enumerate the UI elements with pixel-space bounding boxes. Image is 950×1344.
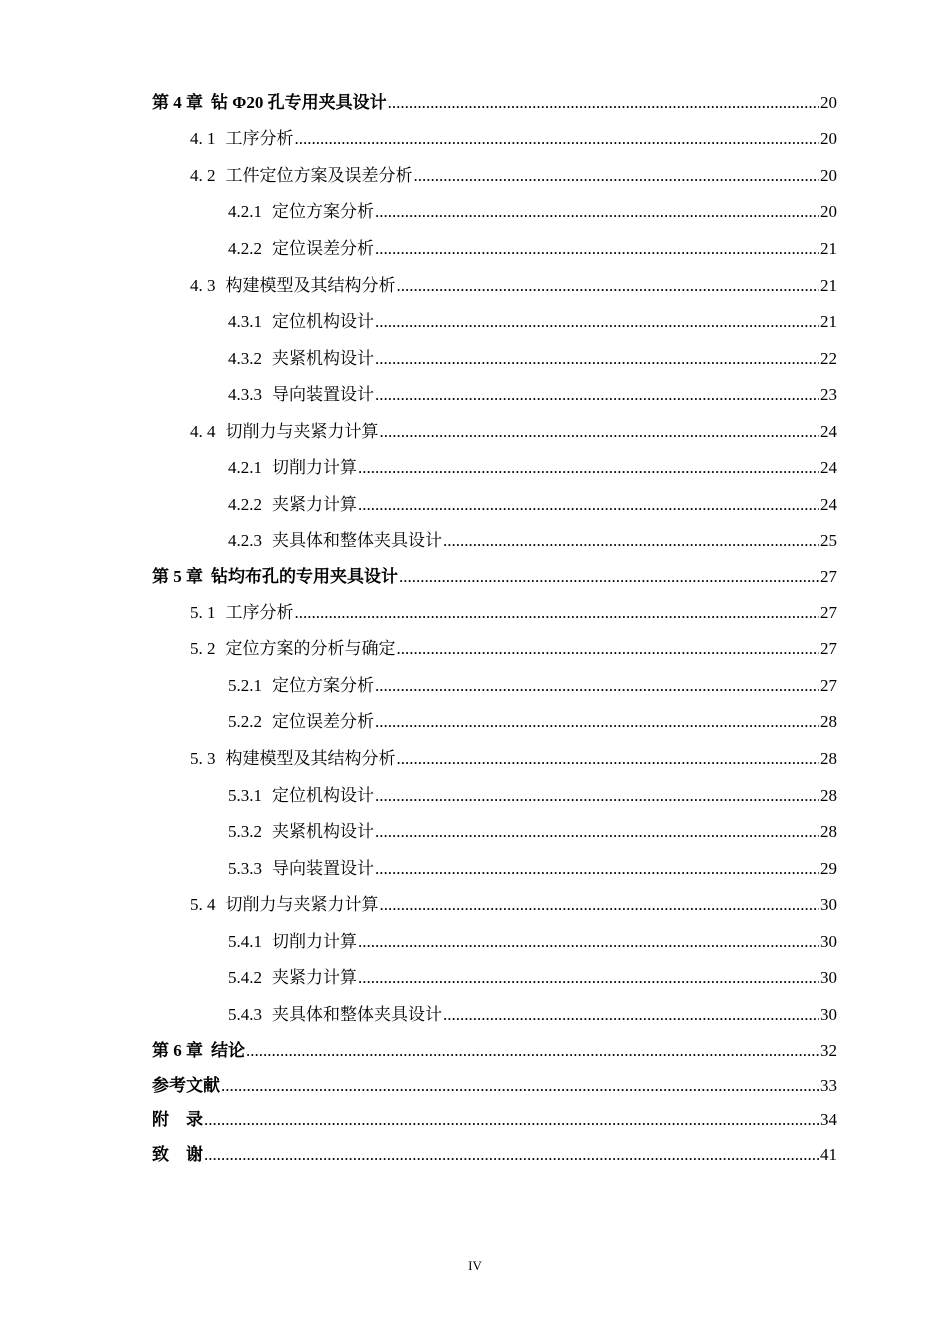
toc-entry-number: 4.2.2 xyxy=(228,495,262,514)
dot-leader xyxy=(221,1074,819,1098)
toc-entry-page: 21 xyxy=(820,312,837,331)
toc-entry-title: 定位机构设计 xyxy=(272,312,374,331)
toc-entry-title: 夹紧力计算 xyxy=(272,968,357,987)
toc-entry[interactable] xyxy=(0,237,950,261)
toc-entry-title: 定位误差分析 xyxy=(272,239,374,258)
toc-entry-page: 27 xyxy=(820,676,837,695)
toc-entry-title: 附 录 xyxy=(152,1110,203,1129)
toc-entry-page: 28 xyxy=(820,712,837,731)
dot-leader xyxy=(358,966,819,990)
toc-entry[interactable] xyxy=(0,820,950,844)
toc-entry-page: 30 xyxy=(820,932,837,951)
toc-entry-title: 定位误差分析 xyxy=(272,712,374,731)
dot-leader xyxy=(414,164,820,188)
toc-entry[interactable] xyxy=(0,529,950,553)
toc-entry-number: 4.2.3 xyxy=(228,531,262,550)
toc-entry[interactable] xyxy=(0,1074,950,1098)
toc-entry-page: 21 xyxy=(820,239,837,258)
toc-entry-title: 夹具体和整体夹具设计 xyxy=(272,531,442,550)
toc-entry[interactable] xyxy=(0,1108,950,1132)
toc-entry-title: 夹紧机构设计 xyxy=(272,822,374,841)
dot-leader xyxy=(204,1143,819,1167)
dot-leader xyxy=(397,747,820,771)
toc-entry-page: 20 xyxy=(820,129,837,148)
dot-leader xyxy=(388,91,819,115)
page-number: IV xyxy=(468,1258,482,1273)
toc-entry-page: 24 xyxy=(820,495,837,514)
toc-entry-title: 定位方案的分析与确定 xyxy=(225,639,396,658)
dot-leader xyxy=(375,784,819,808)
toc-entry[interactable] xyxy=(0,1143,950,1167)
toc-entry-title: 定位方案分析 xyxy=(272,676,374,695)
toc-entry-number: 5.2.2 xyxy=(228,712,262,731)
toc-entry-title: 切削力计算 xyxy=(272,458,357,477)
toc-entry-page: 24 xyxy=(820,422,837,441)
toc-entry-number: 5.4.2 xyxy=(228,968,262,987)
toc-entry-page: 27 xyxy=(820,603,837,622)
toc-entry[interactable] xyxy=(0,674,950,698)
toc-entry-title: 构建模型及其结构分析 xyxy=(225,276,396,295)
dot-leader xyxy=(375,200,819,224)
dot-leader xyxy=(375,237,819,261)
toc-entry-page: 32 xyxy=(820,1041,837,1060)
toc-entry-page: 29 xyxy=(820,859,837,878)
toc-entry-page: 21 xyxy=(820,276,837,295)
toc-entry-title: 工序分析 xyxy=(225,603,294,622)
toc-entry-page: 28 xyxy=(820,749,837,768)
toc-entry[interactable] xyxy=(0,127,950,151)
toc-entry-page: 20 xyxy=(820,202,837,221)
toc-entry-title: 切削力与夹紧力计算 xyxy=(225,895,379,914)
toc-entry-number: 5.3.2 xyxy=(228,822,262,841)
toc-entry[interactable] xyxy=(0,91,950,115)
toc-entry[interactable] xyxy=(0,164,950,188)
toc-entry-number: 4. 4 xyxy=(190,422,216,441)
toc-entry[interactable] xyxy=(0,383,950,407)
toc-entry[interactable] xyxy=(0,930,950,954)
toc-entry-title: 导向装置设计 xyxy=(272,385,374,404)
toc-entry-number: 5. 3 xyxy=(190,749,216,768)
toc-entry-number: 5. 4 xyxy=(190,895,216,914)
toc-entry[interactable] xyxy=(0,893,950,917)
dot-leader xyxy=(358,456,819,480)
dot-leader xyxy=(204,1108,819,1132)
dot-leader xyxy=(443,1003,819,1027)
dot-leader xyxy=(295,601,820,625)
toc-entry-number: 4.2.1 xyxy=(228,458,262,477)
toc-entry-page: 28 xyxy=(820,786,837,805)
toc-entry[interactable] xyxy=(0,1039,950,1063)
toc-entry-title: 构建模型及其结构分析 xyxy=(225,749,396,768)
dot-leader xyxy=(375,383,819,407)
toc-entry-page: 27 xyxy=(820,639,837,658)
toc-entry-number: 5.2.1 xyxy=(228,676,262,695)
dot-leader xyxy=(380,893,820,917)
toc-entry-number: 5. 1 xyxy=(190,603,216,622)
toc-entry-number: 4.3.1 xyxy=(228,312,262,331)
toc-entry-number: 4.3.3 xyxy=(228,385,262,404)
dot-leader xyxy=(380,420,820,444)
toc-entry-title: 工件定位方案及误差分析 xyxy=(225,166,413,185)
toc-entry[interactable] xyxy=(0,601,950,625)
toc-entry[interactable] xyxy=(0,274,950,298)
toc-entry-title: 切削力计算 xyxy=(272,932,357,951)
dot-leader xyxy=(246,1039,819,1063)
toc-entry-number: 5. 2 xyxy=(190,639,216,658)
toc-entry-title: 夹紧力计算 xyxy=(272,495,357,514)
toc-entry[interactable] xyxy=(0,1003,950,1027)
toc-entry-page: 30 xyxy=(820,895,837,914)
toc-entry[interactable] xyxy=(0,347,950,371)
toc-entry-page: 20 xyxy=(820,93,837,112)
toc-entry-page: 22 xyxy=(820,349,837,368)
dot-leader xyxy=(375,347,819,371)
dot-leader xyxy=(375,310,819,334)
dot-leader xyxy=(375,857,819,881)
toc-entry[interactable] xyxy=(0,710,950,734)
toc-entry[interactable] xyxy=(0,966,950,990)
dot-leader xyxy=(397,274,820,298)
toc-entry-title: 夹紧机构设计 xyxy=(272,349,374,368)
toc-entry-title: 致 谢 xyxy=(152,1145,203,1164)
toc-entry-page: 24 xyxy=(820,458,837,477)
toc-entry-number: 4. 3 xyxy=(190,276,216,295)
toc-entry-number: 4.3.2 xyxy=(228,349,262,368)
toc-entry-page: 28 xyxy=(820,822,837,841)
toc-entry-number: 5.4.1 xyxy=(228,932,262,951)
toc-entry[interactable] xyxy=(0,310,950,334)
dot-leader xyxy=(375,674,819,698)
toc-entry-title: 导向装置设计 xyxy=(272,859,374,878)
toc-entry-page: 25 xyxy=(820,531,837,550)
dot-leader xyxy=(358,493,819,517)
toc-entry-title: 切削力与夹紧力计算 xyxy=(225,422,379,441)
dot-leader xyxy=(358,930,819,954)
dot-leader xyxy=(295,127,820,151)
toc-entry-title: 夹具体和整体夹具设计 xyxy=(272,1005,442,1024)
toc-entry[interactable] xyxy=(0,747,950,771)
toc-entry-page: 30 xyxy=(820,1005,837,1024)
dot-leader xyxy=(399,565,819,589)
toc-entry-page: 41 xyxy=(820,1145,837,1164)
toc-entry-title: 钻均布孔的专用夹具设计 xyxy=(211,567,398,586)
toc-entry-page: 30 xyxy=(820,968,837,987)
toc-entry[interactable] xyxy=(0,456,950,480)
toc-entry-number: 5.3.3 xyxy=(228,859,262,878)
toc-entry-title: 结论 xyxy=(211,1041,245,1060)
toc-entry-title: 参考文献 xyxy=(152,1076,220,1095)
toc-entry-title: 定位方案分析 xyxy=(272,202,374,221)
toc-entry-number: 5.3.1 xyxy=(228,786,262,805)
toc-entry[interactable] xyxy=(0,200,950,224)
toc-entry-page: 27 xyxy=(820,567,837,586)
toc-entry[interactable] xyxy=(0,784,950,808)
toc-entry[interactable] xyxy=(0,857,950,881)
toc-entry-number: 5.4.3 xyxy=(228,1005,262,1024)
toc-entry-number: 第 6 章 xyxy=(152,1041,203,1060)
toc-entry[interactable] xyxy=(0,565,950,589)
toc-entry-page: 34 xyxy=(820,1110,837,1129)
toc-entry-number: 第 4 章 xyxy=(152,93,203,112)
toc-entry-title: 钻 Φ20 孔专用夹具设计 xyxy=(211,93,387,112)
dot-leader xyxy=(443,529,819,553)
dot-leader xyxy=(375,820,819,844)
toc-entry-number: 第 5 章 xyxy=(152,567,203,586)
toc-entry-number: 4.2.1 xyxy=(228,202,262,221)
toc-entry-number: 4.2.2 xyxy=(228,239,262,258)
toc-entry[interactable] xyxy=(0,493,950,517)
dot-leader xyxy=(397,637,820,661)
toc-entry-number: 4. 2 xyxy=(190,166,216,185)
toc-entry-number: 4. 1 xyxy=(190,129,216,148)
toc-entry-page: 20 xyxy=(820,166,837,185)
toc-entry-title: 定位机构设计 xyxy=(272,786,374,805)
toc-entry[interactable] xyxy=(0,637,950,661)
toc-entry-page: 23 xyxy=(820,385,837,404)
dot-leader xyxy=(375,710,819,734)
toc-entry[interactable] xyxy=(0,420,950,444)
toc-entry-title: 工序分析 xyxy=(225,129,294,148)
toc-entry-page: 33 xyxy=(820,1076,837,1095)
